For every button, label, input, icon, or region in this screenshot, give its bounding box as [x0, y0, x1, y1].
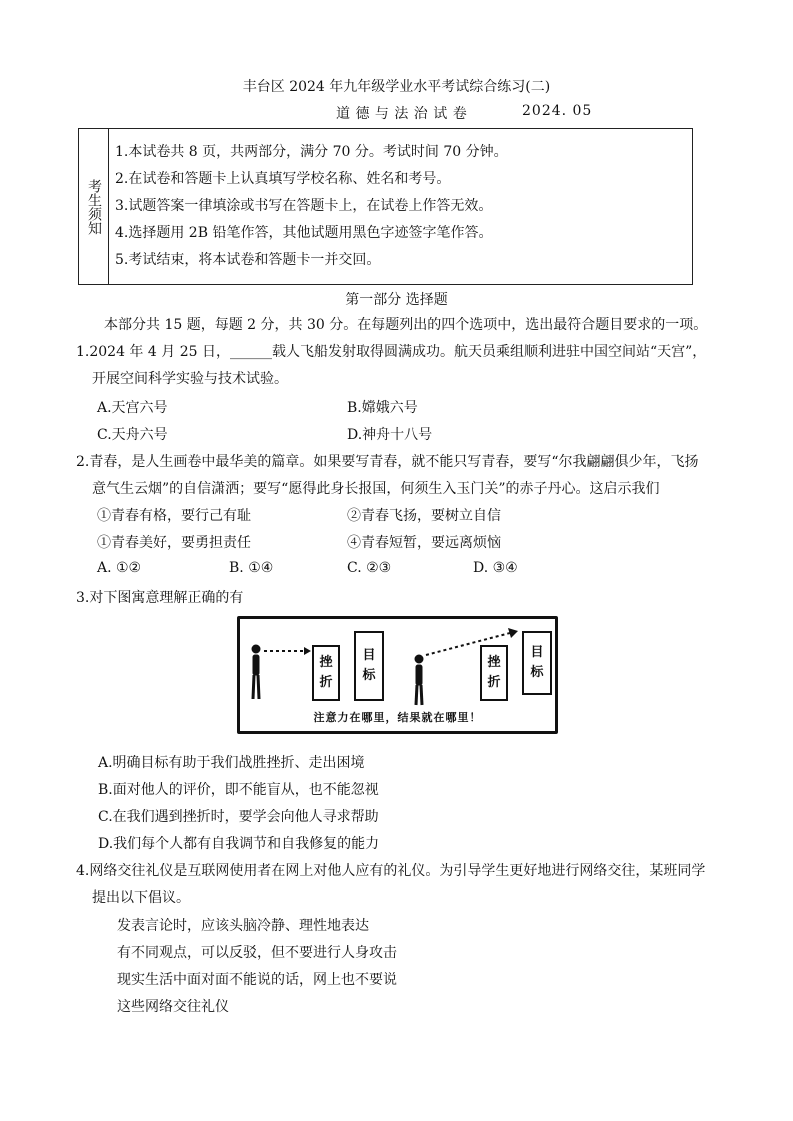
q3-option-a: A.明确目标有助于我们战胜挫折、走出困境: [98, 755, 365, 771]
candidate-notice-box: [78, 128, 693, 285]
q3-option-d: D.我们每个人都有自我调节和自我修复的能力: [98, 836, 380, 852]
left-setback-board: 挫折: [312, 645, 340, 701]
section-title: 第一部分 选择题: [345, 292, 448, 308]
q1-option-c: C.天舟六号: [97, 427, 168, 443]
q4-question: 这些网络交往礼仪: [117, 999, 229, 1015]
q2-statement-4: ④青春短暂，要远离烦恼: [347, 535, 501, 551]
exam-title: 丰台区 2024 年九年级学业水平考试综合练习(二): [242, 79, 551, 95]
left-arrow-icon: [304, 647, 311, 655]
q2-option-d: D. ③④: [473, 560, 518, 576]
notice-side-column: [79, 129, 109, 284]
q3-option-b: B.面对他人的评价，即不能盲从，也不能忽视: [98, 782, 379, 798]
q4-stem-line2: 提出以下倡议。: [92, 890, 190, 906]
q2-statement-2: ②青春飞扬，要树立自信: [347, 508, 501, 524]
right-goal-board: 目标: [522, 631, 552, 695]
cartoon-caption: 注意力在哪里，结果就在哪里！: [313, 711, 482, 724]
right-arrow-icon: [508, 628, 518, 638]
right-person-figure: [415, 655, 423, 705]
notice-item: 3.试题答案一律填涂或书写在答题卡上，在试卷上作答无效。: [115, 198, 493, 214]
notice-label: 考生须知: [86, 179, 102, 235]
q2-stem-line2: 意气生云烟”的自信潇洒；要写“愿得此身长报国，何须生入玉门关”的赤子丹心。这启示我们: [92, 481, 660, 497]
q1-option-d: D.神舟十八号: [347, 427, 433, 443]
section-instruction: 本部分共 15 题，每题 2 分，共 30 分。在每题列出的四个选项中，选出最符合题目要求的一项。: [104, 317, 708, 333]
q1-option-b: B.嫦娥六号: [347, 400, 418, 416]
q2-statement-1: ①青春有格，要行己有耻: [97, 508, 251, 524]
q2-stem-line1: 2.青春，是人生画卷中最华美的篇章。如果要写青春，就不能只写青春，要写“尔我翩翩俱少年，飞扬: [76, 454, 699, 470]
q1-stem-line2: 开展空间科学实验与技术试验。: [92, 371, 288, 387]
q4-stem-line1: 4.网络交往礼仪是互联网使用者在网上对他人应有的礼仪。为引导学生更好地进行网络交往，某班同学: [76, 863, 706, 879]
q1-stem-line1: 1.2024 年 4 月 25 日，______载人飞船发射取得圆满成功。航天员乘组顺利进驻中国空间站“天宫”，: [76, 344, 707, 360]
exam-subject: 道 德 与 法 治 试 卷: [336, 106, 468, 122]
q2-option-b: B. ①④: [229, 560, 274, 576]
q4-proposal-3: 现实生活中面对面不能说的话，网上也不要说: [117, 972, 397, 988]
q1-option-a: A.天宫六号: [97, 400, 168, 416]
q4-proposal-2: 有不同观点，可以反驳，但不要进行人身攻击: [117, 945, 397, 961]
q2-option-c: C. ②③: [347, 560, 392, 576]
notice-item: 5.考试结束，将本试卷和答题卡一并交回。: [115, 252, 381, 268]
exam-date: 2024. 05: [522, 103, 593, 119]
q3-cartoon-figure: [237, 616, 558, 734]
q2-statement-3: ①青春美好，要勇担责任: [97, 535, 251, 551]
left-person-figure: [252, 645, 260, 699]
notice-item: 2.在试卷和答题卡上认真填写学校名称、姓名和考号。: [115, 171, 451, 187]
q2-option-a: A. ①②: [97, 560, 142, 576]
right-setback-board: 挫折: [480, 645, 508, 701]
q3-stem: 3.对下图寓意理解正确的有: [76, 590, 244, 606]
q4-proposal-1: 发表言论时，应该头脑冷静、理性地表达: [117, 918, 369, 934]
q3-option-c: C.在我们遇到挫折时，要学会向他人寻求帮助: [98, 809, 379, 825]
left-goal-board: 目标: [354, 631, 384, 701]
notice-item: 1.本试卷共 8 页，共两部分，满分 70 分。考试时间 70 分钟。: [115, 144, 508, 160]
notice-item: 4.选择题用 2B 铅笔作答，其他试题用黑色字迹签字笔作答。: [115, 225, 493, 241]
